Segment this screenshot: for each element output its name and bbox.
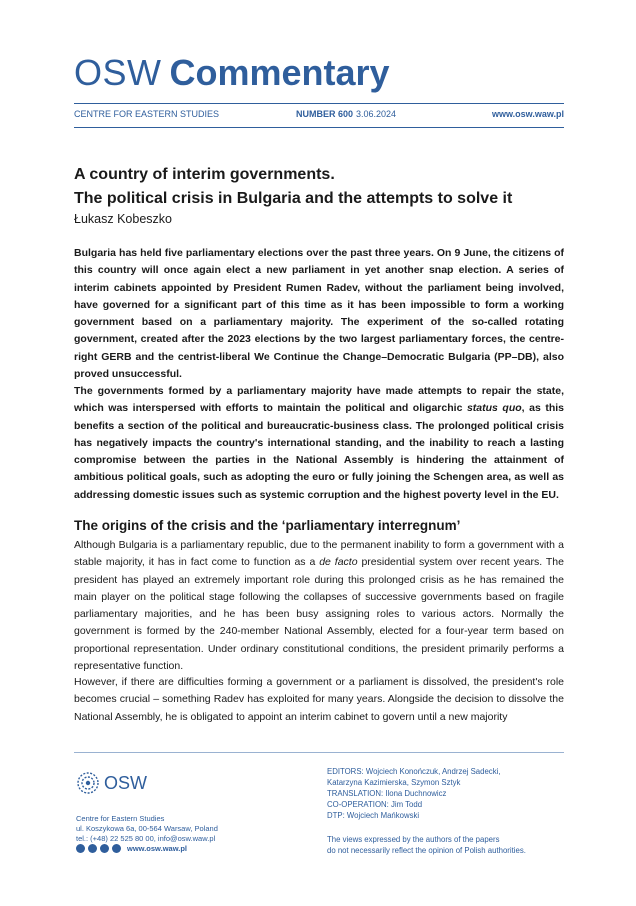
body1-text-b: presidential system over recent years. The president has played an extremely important role during this prolonged crisis as he has remained the main player on the political stage following the collapses of successive governments based on fragile parliamentary majorities, and he has been busy assigning roles to various actors. Normally the government is formed by the 240-member National Assembly, elected for a four-year term based on proportional representation. Under ordinary constitutional conditions, the president primarily performs a representative function. <box>74 556 564 673</box>
credits-editors-2: Katarzyna Kazimierska, Szymon Sztyk <box>327 778 461 787</box>
body1-italic: de facto <box>319 556 358 569</box>
logo-text: OSW <box>104 772 147 793</box>
org-address: ul. Koszykowa 6a, 00-564 Warsaw, Poland <box>76 824 218 833</box>
social-links <box>76 844 187 853</box>
footer-website-link[interactable]: www.osw.waw.pl <box>127 844 188 853</box>
twitter-icon[interactable] <box>88 844 97 853</box>
lead2-text-b: , as this benefits a section of the political and bureaucratic-business class. The prolonged political crisis has negatively impacts the country's international standing, and the inability to reach a lasting compromise between the parties in the National Assembly is hindering the attainment of ambitious political goals, such as adopting the euro or fully joining the Schengen area, as well as addressing domestic issues such as systemic corruption and the highest poverty level in the EU. <box>74 402 564 501</box>
org-name: Centre for Eastern Studies <box>76 814 165 823</box>
author-name: Łukasz Kobeszko <box>74 212 172 226</box>
header-meta <box>74 109 564 123</box>
brand-commentary: Commentary <box>169 52 390 93</box>
issue-number: NUMBER 600 <box>296 109 354 119</box>
credits <box>327 766 567 821</box>
osw-logo <box>76 770 156 796</box>
org-contact: tel.: (+48) 22 525 80 00, info@osw.waw.pl <box>76 834 216 843</box>
lead-paragraph-2 <box>74 383 564 504</box>
website-link[interactable]: www.osw.waw.pl <box>491 109 564 119</box>
globe-icon <box>76 771 100 795</box>
header-rule-top <box>74 103 564 104</box>
masthead <box>74 52 390 98</box>
body-paragraph-1 <box>74 537 564 675</box>
youtube-icon[interactable] <box>112 844 121 853</box>
disclaimer <box>327 834 567 856</box>
issue-date: 3.06.2024 <box>356 109 397 119</box>
centre-name: CENTRE FOR EASTERN STUDIES <box>74 109 220 119</box>
podcast-icon[interactable] <box>100 844 109 853</box>
credits-dtp: DTP: Wojciech Mańkowski <box>327 811 420 820</box>
title-line-2: The political crisis in Bulgaria and the attempts to solve it <box>74 190 513 207</box>
credits-translation: TRANSLATION: Ilona Duchnowicz <box>327 789 447 798</box>
header-rule-bottom <box>74 127 564 128</box>
body-paragraph-2: However, if there are difficulties forming a government or a parliament is dissolved, the president's role becomes crucial – something Radev has exploited for many years. Alongside the decision to dissolve the National Assembly, he is obligated to appoint an interim cabinet to govern until a new majority <box>74 676 564 723</box>
credits-editors-1: EDITORS: Wojciech Konończuk, Andrzej Sadecki, <box>327 767 501 776</box>
lead2-italic: status quo <box>466 402 522 415</box>
title-line-1: A country of interim governments. <box>74 166 335 183</box>
brand-osw: OSW <box>74 52 162 93</box>
article-title <box>74 163 564 211</box>
footer-rule <box>74 752 564 753</box>
lead-paragraph-1: Bulgaria has held five parliamentary elections over the past three years. On 9 June, the citizens of this country will once again elect a new parliament in yet another snap election. A series of interim cabinets appointed by President Rumen Radev, without the parliament being involved, have governed for a significant part of this time as it has been impossible to form a working government based on a parliamentary majority. The experiment of the so-called rotating government, created after the 2023 elections by the two largest parliamentary forces, the centre-right GERB and the centrist-liberal We Continue the Change–Democratic Bulgaria (PP–DB), also proved unsuccessful. <box>74 247 564 381</box>
disclaimer-line-2: do not necessarily reflect the opinion of Polish authorities. <box>327 846 526 855</box>
lead2-text-a: The governments formed by a parliamentary majority have made attempts to repair the state, which was interspersed with efforts to maintain the political and oligarchic <box>74 385 564 415</box>
facebook-icon[interactable] <box>76 844 85 853</box>
disclaimer-line-1: The views expressed by the authors of the papers <box>327 835 500 844</box>
section-heading: The origins of the crisis and the ‘parliamentary interregnum’ <box>74 518 461 533</box>
body1-text-a: Although Bulgaria is a parliamentary republic, due to the permanent inability to form a government with a stable majority, it has in fact come to function as a <box>74 539 564 569</box>
credits-cooperation: CO-OPERATION: Jim Todd <box>327 800 423 809</box>
